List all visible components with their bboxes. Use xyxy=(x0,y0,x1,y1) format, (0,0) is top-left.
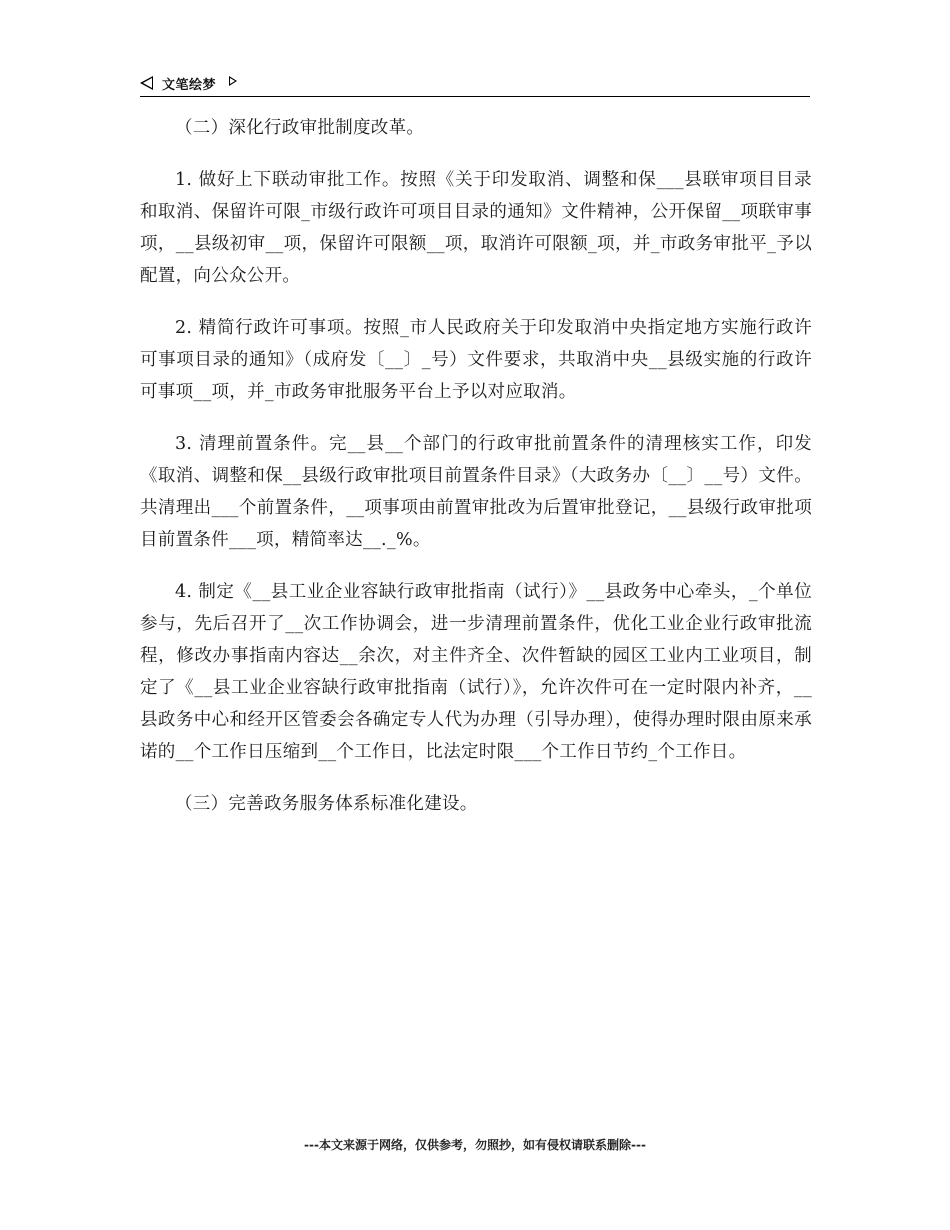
paragraph-item-2: 2. 精简行政许可事项。按照_市人民政府关于印发取消中央指定地方实施行政许可事项目录的通知》（成府发〔__〕_号）文件要求，共取消中央__县级实施的行政许可事项__项，并_市政务审批服务平台上予以对应取消。 xyxy=(140,318,812,402)
triangle-right-icon xyxy=(229,76,237,86)
section-heading-2: （二）深化行政审批制度改革。 xyxy=(175,118,425,138)
triangle-left-icon xyxy=(140,76,153,90)
section-heading-3: （三）完善政务服务体系标准化建设。 xyxy=(175,794,478,814)
brand-label: 文笔绘梦 xyxy=(162,78,217,93)
paragraph-item-1: 1. 做好上下联动审批工作。按照《关于印发取消、调整和保___县联审项目目录和取消、保留许可限_市级行政许可项目目录的通知》文件精神，公开保留__项联审事项，__县级初审__项，保留许可限额__项，取消许可限额_项，并_市政务审批平_予以配置，向公众公开。 xyxy=(140,170,812,286)
document-body xyxy=(140,112,812,840)
footer-notice: ---本文来源于网络，仅供参考，勿照抄，如有侵权请联系删除--- xyxy=(304,1138,646,1152)
paragraph-item-4: 4. 制定《__县工业企业容缺行政审批指南（试行）》__县政务中心牵头，_个单位参与，先后召开了__次工作协调会，进一步清理前置条件，优化工业企业行政审批流程，修改办事指南内容达__余次，对主件齐全、次件暂缺的园区工业内工业项目，制定了《__县工业企业容缺行政审批指南（试行）》，允许次件可在一定时限内补齐，__县政务中心和经开区管委会各确定专人代为办理（引导办理），使得办理时限由原来承诺的__个工作日压缩到__个工作日，比法定时限___个工作日节约_个工作日。 xyxy=(140,582,812,762)
page-header xyxy=(140,72,810,97)
paragraph-item-3: 3. 清理前置条件。完__县__个部门的行政审批前置条件的清理核实工作，印发《取消、调整和保__县级行政审批项目前置条件目录》（大政务办〔__〕__号）文件。共清理出___个前置条件，__项事项由前置审批改为后置审批登记，__县级行政审批项目前置条件___项，精简率达__._%。 xyxy=(140,434,813,550)
